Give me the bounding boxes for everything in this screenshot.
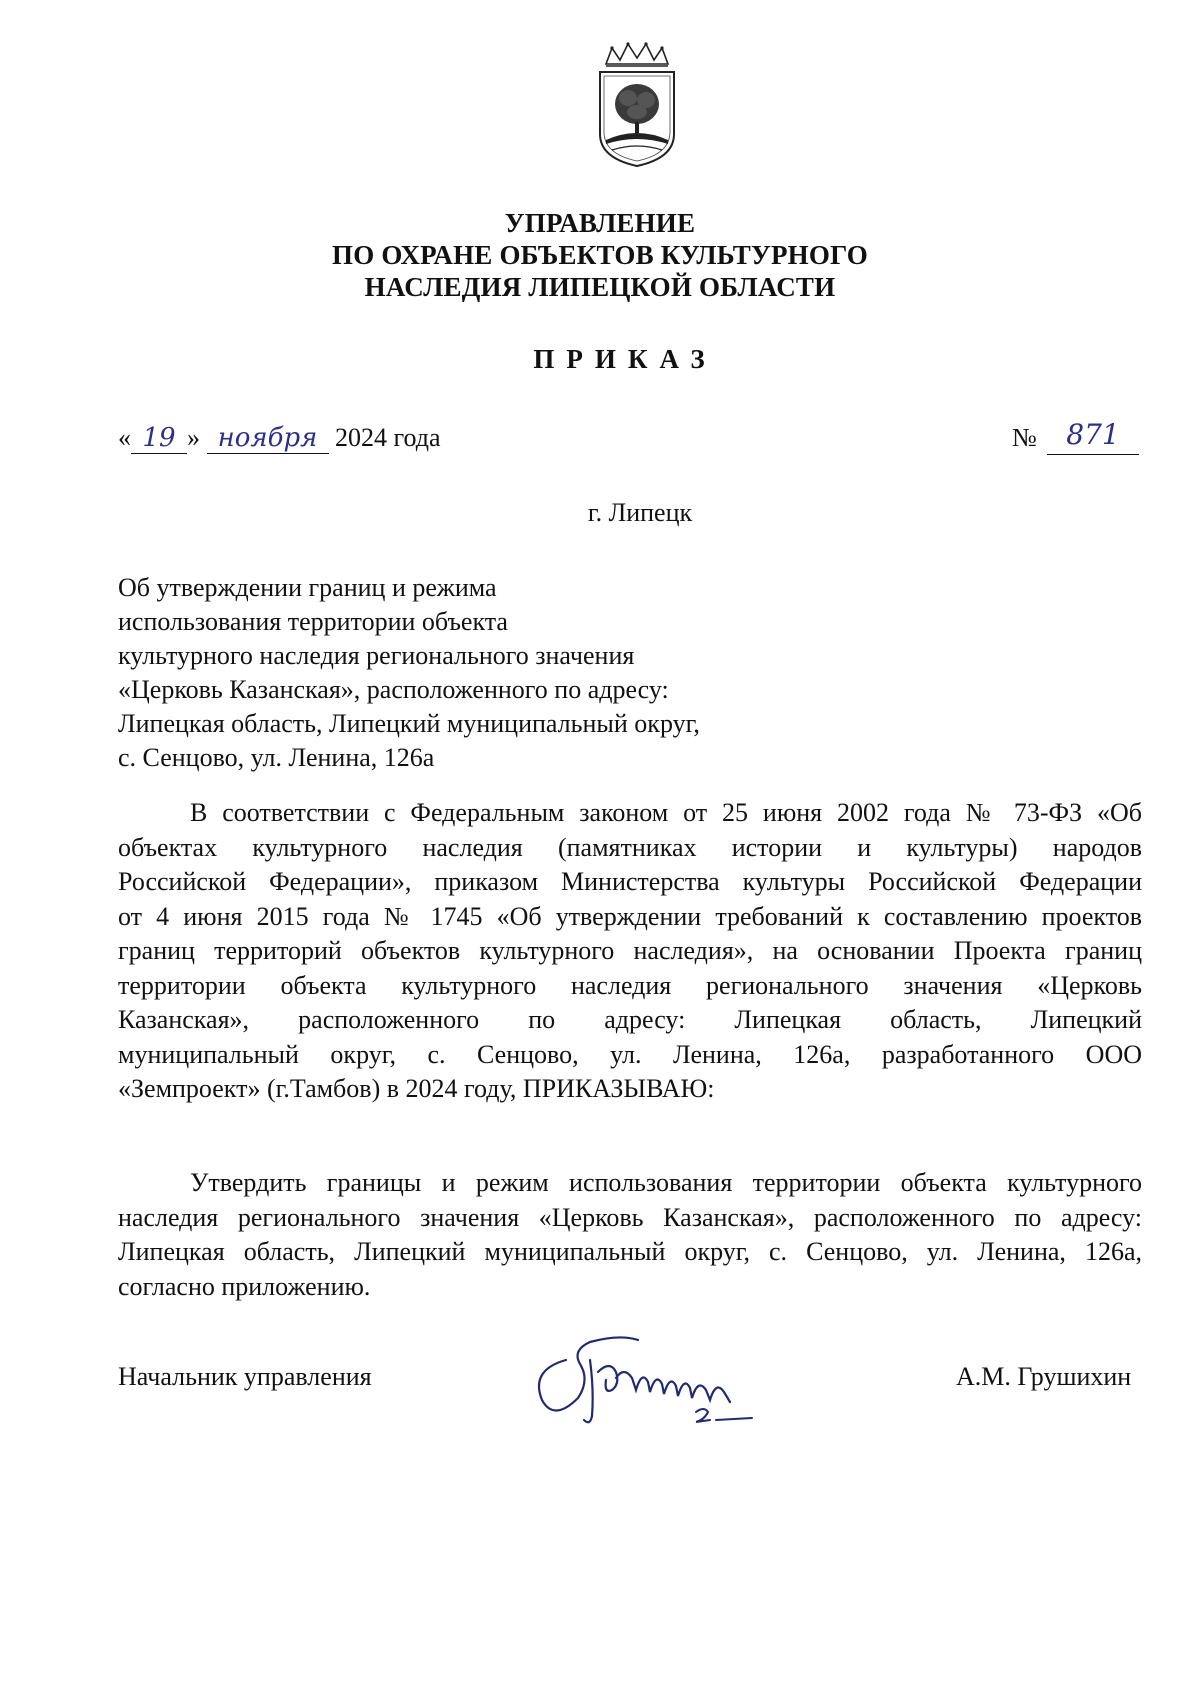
paragraph-line: объектах культурного наследия (памятниках истории и культуры) народов (118, 832, 1142, 862)
city-name: г. Липецк (587, 498, 693, 527)
document-type-title: ПРИКАЗ (533, 344, 717, 374)
paragraph-line: Липецкая область, Липецкий муниципальный округ, с. Сенцово, ул. Ленина, 126а, (118, 1237, 1142, 1266)
subject-line: культурного наследия регионального значения (118, 641, 635, 670)
subject-line: использования территории объекта (118, 607, 508, 636)
order-date (118, 423, 441, 454)
subject-line: «Церковь Казанская», расположенного по адресу: (118, 675, 669, 704)
paragraph-line: В соответствии с Федеральным законом от 25 июня 2002 года № 73-ФЗ «Об (190, 798, 1142, 827)
signatory-name: А.М. Грушихин (956, 1362, 1132, 1391)
paragraph-line: согласно приложению. (118, 1271, 371, 1301)
preamble-paragraph (118, 796, 1142, 1107)
paragraph-line: Российской Федерации», приказом Министерства культуры Российской Федерации (118, 867, 1142, 896)
paragraph-line: от 4 июня 2015 года № 1745 «Об утверждении требований к составлению проектов (118, 901, 1142, 931)
date-day: 19 (131, 423, 187, 454)
paragraph-line: границ территорий объектов культурного наследия», на основании Проекта границ (118, 936, 1142, 965)
subject-line: Об утверждении границ и режима (118, 573, 497, 602)
paragraph-line: наследия регионального значения «Церковь Казанская», расположенного по адресу: (118, 1202, 1142, 1232)
resolution-paragraph (118, 1166, 1142, 1304)
paragraph-line: территории объекта культурного наследия регионального значения «Церковь (118, 970, 1142, 1000)
date-close-quote: » (187, 423, 200, 452)
date-month: ноября (207, 423, 329, 454)
order-number-value: 871 (1047, 418, 1139, 455)
handwritten-signature (520, 1320, 780, 1430)
organization-name-line-3: НАСЛЕДИЯ ЛИПЕЦКОЙ ОБЛАСТИ (364, 272, 836, 302)
order-subject (118, 571, 700, 775)
paragraph-line: Казанская», расположенного по адресу: Липецкая область, Липецкий (118, 1005, 1142, 1034)
subject-line: с. Сенцово, ул. Ленина, 126а (118, 743, 435, 772)
date-year: 2024 года (335, 423, 441, 452)
signatory-position: Начальник управления (118, 1362, 372, 1391)
order-number-label: № (1012, 423, 1037, 452)
lipetsk-coat-of-arms-icon (592, 42, 682, 170)
paragraph-line: Утвердить границы и режим использования территории объекта культурного (190, 1168, 1142, 1197)
subject-line: Липецкая область, Липецкий муниципальный округ, (118, 709, 700, 738)
organization-name-line-2: ПО ОХРАНЕ ОБЪЕКТОВ КУЛЬТУРНОГО (332, 240, 868, 270)
organization-name-line-1: УПРАВЛЕНИЕ (504, 208, 696, 238)
paragraph-line: «Земпроект» (г.Тамбов) в 2024 году, ПРИКАЗЫВАЮ: (118, 1074, 715, 1103)
paragraph-line: муниципальный округ, с. Сенцово, ул. Ленина, 126а, разработанного ООО (118, 1039, 1142, 1069)
date-open-quote: « (118, 423, 131, 452)
